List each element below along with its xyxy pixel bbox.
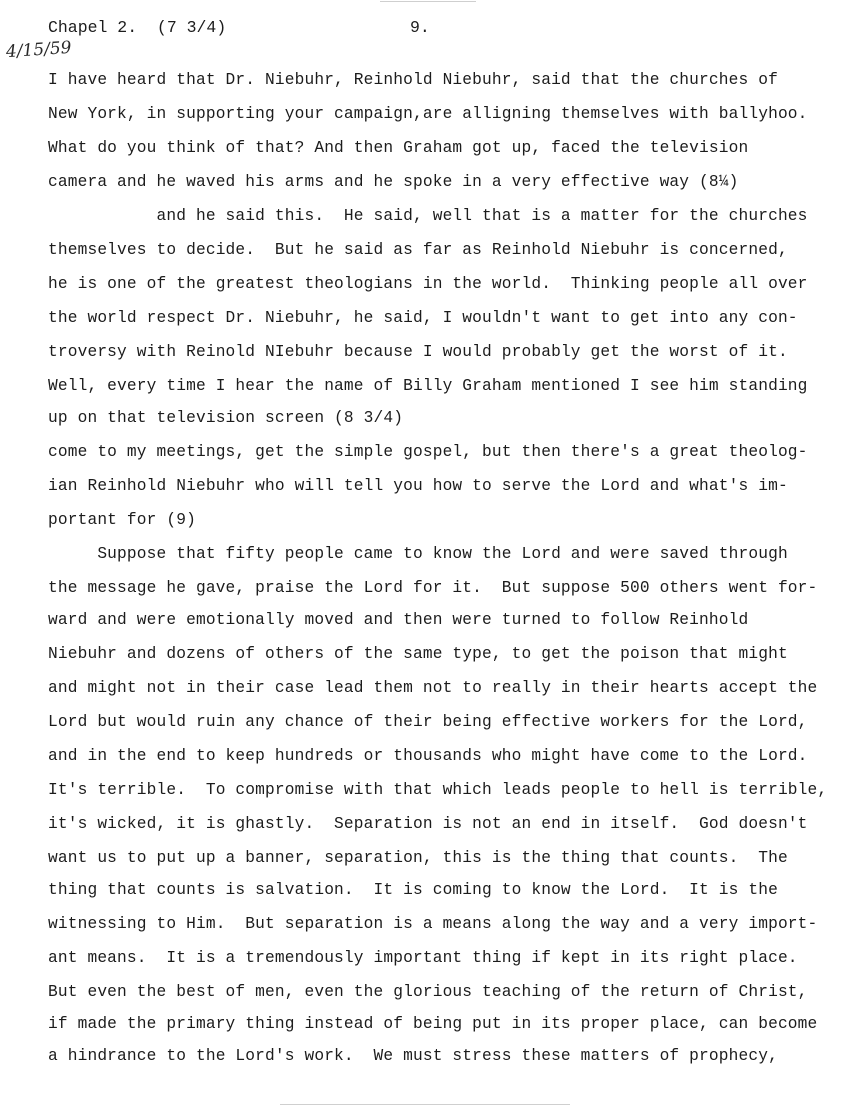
text-line: and might not in their case lead them not to really in their hearts accept the	[48, 679, 818, 697]
text-line: portant for (9)	[48, 511, 196, 529]
text-line: witnessing to Him. But separation is a means along the way and a very import-	[48, 915, 818, 933]
text-line: and in the end to keep hundreds or thousands who might have come to the Lord.	[48, 747, 808, 765]
text-line: Lord but would ruin any chance of their being effective workers for the Lord,	[48, 713, 808, 731]
text-line: Niebuhr and dozens of others of the same type, to get the poison that might	[48, 645, 788, 663]
text-line: New York, in supporting your campaign,are alligning themselves with ballyhoo.	[48, 105, 808, 123]
text-line: and he said this. He said, well that is a matter for the churches	[48, 207, 808, 225]
text-line: he is one of the greatest theologians in the world. Thinking people all over	[48, 275, 808, 293]
page-number: 9.	[410, 18, 430, 37]
handwritten-date: 4/15/59	[5, 37, 73, 63]
text-line: I have heard that Dr. Niebuhr, Reinhold Niebuhr, said that the churches of	[48, 71, 778, 89]
text-line: ant means. It is a tremendously important thing if kept in its right place.	[48, 949, 798, 967]
scan-edge-bottom	[280, 1104, 570, 1105]
text-line: the world respect Dr. Niebuhr, he said, I wouldn't want to get into any con-	[48, 309, 798, 327]
text-line: troversy with Reinold NIebuhr because I would probably get the worst of it.	[48, 343, 788, 361]
page-header: Chapel 2. (7 3/4)	[48, 18, 227, 37]
text-line: But even the best of men, even the glorious teaching of the return of Christ,	[48, 983, 808, 1001]
text-line: What do you think of that? And then Graham got up, faced the television	[48, 139, 749, 157]
text-line: come to my meetings, get the simple gospel, but then there's a great theolog-	[48, 443, 808, 461]
text-line: ward and were emotionally moved and then were turned to follow Reinhold	[48, 611, 749, 629]
text-line: Well, every time I hear the name of Billy Graham mentioned I see him standing	[48, 377, 808, 395]
text-line: if made the primary thing instead of being put in its proper place, can become	[48, 1015, 818, 1033]
text-line: Suppose that fifty people came to know the Lord and were saved through	[48, 545, 788, 563]
text-line: it's wicked, it is ghastly. Separation is not an end in itself. God doesn't	[48, 815, 808, 833]
text-line: want us to put up a banner, separation, this is the thing that counts. The	[48, 849, 788, 867]
text-line: up on that television screen (8 3/4)	[48, 409, 404, 427]
text-line: camera and he waved his arms and he spoke in a very effective way (8¼)	[48, 173, 739, 191]
scan-edge-top	[380, 1, 476, 2]
text-line: thing that counts is salvation. It is coming to know the Lord. It is the	[48, 881, 778, 899]
text-line: themselves to decide. But he said as far as Reinhold Niebuhr is concerned,	[48, 241, 788, 259]
text-line: It's terrible. To compromise with that which leads people to hell is terrible,	[48, 781, 828, 799]
text-line: a hindrance to the Lord's work. We must stress these matters of prophecy,	[48, 1047, 778, 1065]
text-line: ian Reinhold Niebuhr who will tell you how to serve the Lord and what's im-	[48, 477, 788, 495]
text-line: the message he gave, praise the Lord for it. But suppose 500 others went for-	[48, 579, 818, 597]
